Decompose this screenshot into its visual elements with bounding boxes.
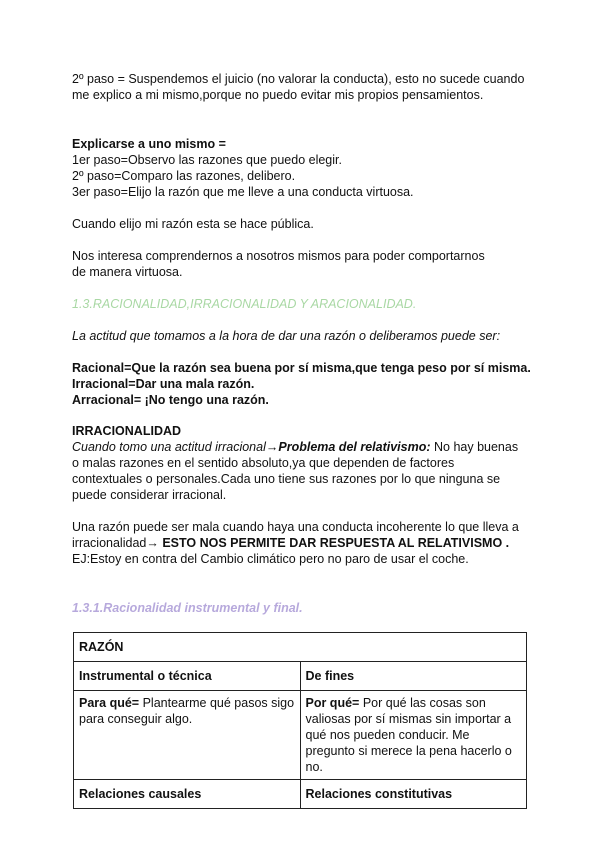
- lead: Cuando tomo una actitud irracional: [72, 440, 266, 454]
- explicarse-title: Explicarse a uno mismo =: [72, 137, 226, 151]
- step: 3er paso=Elijo la razón que me lleve a una conducta virtuosa.: [72, 185, 414, 199]
- col1-footer: Relaciones causales: [74, 780, 301, 809]
- example: EJ:Estoy en contra del Cambio climático pero no paro de usar el coche.: [72, 552, 469, 566]
- col2-footer: Relaciones constitutivas: [300, 780, 527, 809]
- col1-header: Instrumental o técnica: [74, 662, 301, 691]
- intro-line: me explico a mi mismo,porque no puedo evitar mis propios pensamientos.: [72, 88, 484, 102]
- razon-table: [73, 632, 527, 809]
- step: 2º paso=Comparo las razones, delibero.: [72, 169, 296, 183]
- label: Por qué=: [305, 696, 360, 710]
- body: No hay buenas o malas razones en el sentido absoluto,ya que dependen de factores contextuales o personales.Cada uno tiene sus razones por lo que ninguna se puede considerar irracional.: [72, 440, 519, 502]
- intro-line: 2º paso = Suspendemos el juicio (no valorar la conducta), esto no sucede cuando: [72, 72, 525, 86]
- irracionalidad-title: IRRACIONALIDAD: [72, 424, 182, 438]
- label: Para qué=: [79, 696, 140, 710]
- emphasis: ESTO NOS PERMITE DAR RESPUESTA AL RELATIVISMO .: [158, 536, 510, 550]
- interesa-text: Nos interesa comprendernos a nosotros mismos para poder comportarnos de manera virtuosa.: [72, 249, 485, 279]
- definition: Arracional= ¡No tengo una razón.: [72, 393, 269, 407]
- text: Por qué las cosas son valiosas por sí mismas sin importar a qué nos pueden conducir. Me pregunto si merece la pena hacerlo o no.: [305, 696, 512, 774]
- explicarse-block: [72, 136, 532, 200]
- col1-cell: [74, 691, 301, 780]
- text: Plantearme qué pasos sigo para conseguir algo.: [79, 696, 295, 726]
- definition: Racional=Que la razón sea buena por sí misma,que tenga peso por sí misma.: [72, 361, 531, 375]
- definition: Irracional=Dar una mala razón.: [72, 377, 255, 391]
- section-intro: La actitud que tomamos a la hora de dar una razón o deliberamos puede ser:: [72, 329, 501, 343]
- publica-text: Cuando elijo mi razón esta se hace pública.: [72, 217, 314, 231]
- mala-razon: [72, 519, 522, 567]
- arrow-icon: →: [265, 440, 279, 454]
- intro-paragraph: [72, 71, 532, 103]
- arrow-icon: →: [146, 536, 159, 550]
- irracionalidad-text: [72, 439, 527, 503]
- relativismo-label: Problema del relativismo:: [278, 440, 431, 454]
- body: Una razón puede ser mala cuando haya una conducta incoherente lo que lleva a irracionalidad: [72, 520, 519, 550]
- step: 1er paso=Observo las razones que puedo elegir.: [72, 153, 342, 167]
- subsection-heading: 1.3.1.Racionalidad instrumental y final.: [72, 601, 303, 615]
- section-heading: 1.3.RACIONALIDAD,IRRACIONALIDAD Y ARACIONALIDAD.: [72, 297, 417, 311]
- col2-cell: [300, 691, 527, 780]
- table-title: RAZÓN: [74, 633, 527, 662]
- definitions: [72, 360, 542, 408]
- col2-header: De fines: [300, 662, 527, 691]
